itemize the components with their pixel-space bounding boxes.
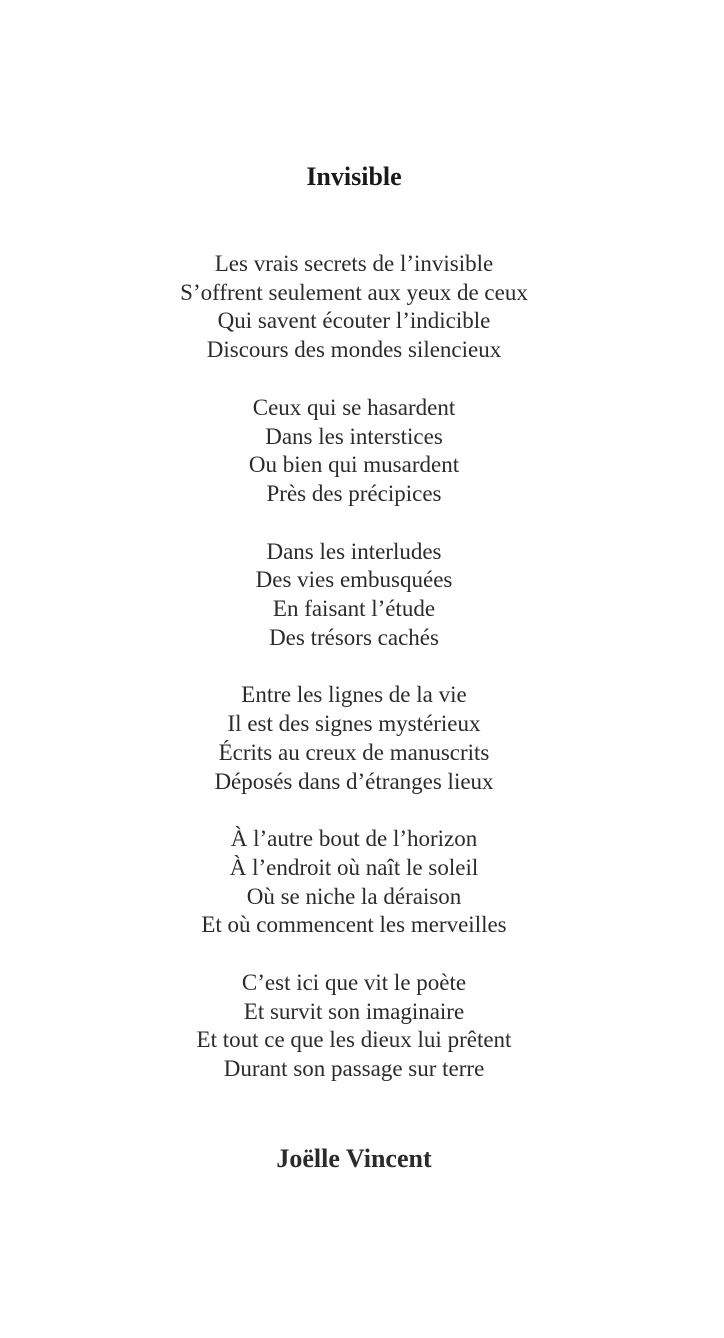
stanza-5 [0, 825, 708, 940]
poem-line: Où se niche la déraison [246, 883, 462, 909]
poem-line: Dans les interstices [265, 423, 443, 449]
poem-line: En faisant l’étude [272, 596, 436, 622]
stanza-6 [0, 969, 708, 1084]
poem-line: Déposés dans d’étranges lieux [214, 768, 494, 794]
poem-line: Il est des signes mystérieux [227, 711, 481, 737]
poem-body [0, 250, 708, 1113]
poem-line: Et tout ce que les dieux lui prêtent [196, 1027, 512, 1053]
poem-line: Et survit son imaginaire [243, 998, 465, 1024]
poem-line: Entre les lignes de la vie [241, 682, 467, 708]
poem-line: Dans les interludes [266, 538, 442, 564]
poem-line: C’est ici que vit le poète [241, 970, 467, 996]
poem-title: Invisible [306, 162, 402, 191]
poem-author: Joëlle Vincent [276, 1144, 432, 1173]
poem-line: À l’endroit où naît le soleil [229, 854, 479, 880]
stanza-3 [0, 538, 708, 653]
stanza-2 [0, 394, 708, 509]
poem-line: Et où commencent les merveilles [201, 912, 507, 938]
poem-line: Discours des mondes silencieux [206, 337, 502, 363]
poem-line: S’offrent seulement aux yeux de ceux [180, 279, 528, 305]
poem-line: Qui savent écouter l’indicible [217, 308, 491, 334]
poem-line: Ou bien qui musardent [248, 452, 460, 478]
poem-line: Écrits au creux de manuscrits [218, 739, 490, 765]
stanza-1 [0, 250, 708, 365]
poem-line: Ceux qui se hasardent [252, 394, 456, 420]
poem-line: Des trésors cachés [269, 624, 439, 650]
poem-line: Des vies embusquées [255, 567, 453, 593]
poem-line: Près des précipices [266, 480, 442, 506]
poem-line: Les vrais secrets de l’invisible [214, 251, 494, 276]
stanza-4 [0, 681, 708, 796]
poem-line: Durant son passage sur terre [223, 1056, 485, 1082]
poem-line: À l’autre bout de l’horizon [230, 826, 478, 852]
